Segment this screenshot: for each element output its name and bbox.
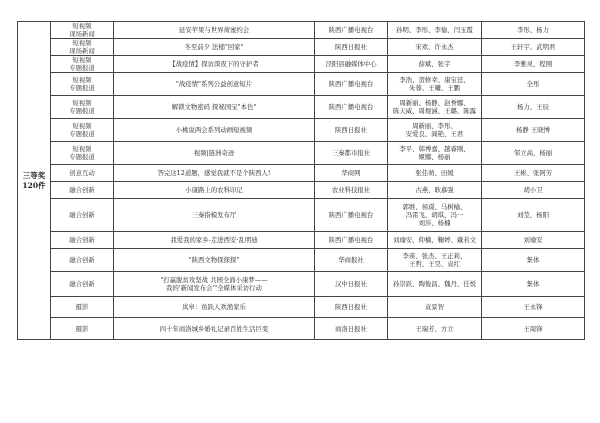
unit-cell: 陕西广播电视台	[315, 96, 388, 119]
award-table-body	[18, 22, 585, 340]
table-row	[18, 73, 585, 96]
unit-cell: 陕西日报社	[315, 39, 388, 56]
unit-cell: 陕西日报社	[315, 297, 388, 318]
editors-cell: 王彬、张阿芳	[482, 165, 585, 182]
category-cell: 短视频 专题报道	[51, 119, 114, 142]
table-row	[18, 318, 585, 340]
authors-cell: 薛斌、张宇	[388, 56, 482, 73]
editors-cell: 杨力、王辰	[482, 96, 585, 119]
title-cell: 冬至前夕 法槌"回家"	[114, 39, 315, 56]
category-cell: 融合创新	[51, 232, 114, 249]
category-cell: 短视频 专题报道	[51, 73, 114, 96]
unit-cell: 汉中日报社	[315, 272, 388, 297]
unit-cell: 农业科技报社	[315, 182, 388, 199]
award-level-cell	[18, 22, 51, 340]
title-cell: 解锁文物密码 探秘国宝"本色"	[114, 96, 315, 119]
category-cell: 短视频 专题报道	[51, 96, 114, 119]
category-cell: 融合创新	[51, 199, 114, 232]
table-row	[18, 22, 585, 39]
title-cell: 小康路上的农科印记	[114, 182, 315, 199]
unit-cell: 泾阳县融媒体中心	[315, 56, 388, 73]
editors-cell: 王轩宇、武明君	[482, 39, 585, 56]
category-cell: 摄影	[51, 297, 114, 318]
category-cell: 短视频 专题报道	[51, 56, 114, 73]
title-cell: "打赢脱贫攻坚战 共园全面小康梦—— 我的'新闻发布会'"全媒体采访行动	[114, 272, 315, 297]
title-cell: 【战疫情】探访深夜下的守护者	[114, 56, 315, 73]
table-row	[18, 39, 585, 56]
title-cell: 四十年商洛城乡婚礼记录百姓生活巨变	[114, 318, 315, 340]
unit-cell: 陕西广播电视台	[315, 73, 388, 96]
table-row	[18, 96, 585, 119]
table-row	[18, 249, 585, 272]
title-cell: 岚皋：鱼跃人欢渔家乐	[114, 297, 315, 318]
title-cell: 小桃说两会系列动画短视频	[114, 119, 315, 142]
editors-cell: 胡小卫	[482, 182, 585, 199]
unit-cell: 华商网	[315, 165, 388, 182]
title-cell: "战疫情"系列公益创意短片	[114, 73, 315, 96]
title-cell: 延安苹果与世界荷蜜约会	[114, 22, 315, 39]
award-table	[17, 21, 585, 340]
unit-cell: 陕西日报社	[315, 119, 388, 142]
authors-cell: 李平、韩博嘉、越睿刚、 姬娜、杨丽	[388, 142, 482, 165]
award-level-name: 三等奖	[22, 170, 46, 180]
table-row	[18, 165, 585, 182]
table-row	[18, 272, 585, 297]
category-cell: 摄影	[51, 318, 114, 340]
authors-cell: 古燕、耿慕强	[388, 182, 482, 199]
category-cell: 融合创新	[51, 182, 114, 199]
editors-cell: 刘莹、杨阳	[482, 199, 585, 232]
category-cell: 短视频 现场新闻	[51, 22, 114, 39]
editors-cell: 全彤	[482, 73, 585, 96]
category-cell: 创意互动	[51, 165, 114, 182]
table-row	[18, 119, 585, 142]
editors-cell: 刘瑜安	[482, 232, 585, 249]
authors-cell: 周新丽、杨静、赵誉娜、 陈天威、周煜涵、王璐、陈露	[388, 96, 482, 119]
authors-cell: 孙崇跃、陶俊昌、魏丹、任悦	[388, 272, 482, 297]
authors-cell: 周新丽、李彤、 安爱良、阎艳、王君	[388, 119, 482, 142]
unit-cell: 陕西广播电视台	[315, 232, 388, 249]
unit-cell: 陕西广播电视台	[315, 199, 388, 232]
editors-cell: 杨静 王晓博	[482, 119, 585, 142]
table-row	[18, 56, 585, 73]
table-row	[18, 142, 585, 165]
authors-cell: 李浩、贺修幸、康宝廷、 朱蓉、王曦、王鹏	[388, 73, 482, 96]
unit-cell: 三秦都市报社	[315, 142, 388, 165]
authors-cell: 宋欢、许永杰	[388, 39, 482, 56]
category-cell: 短视频 专题报道	[51, 142, 114, 165]
editors-cell: 李彤、杨力	[482, 22, 585, 39]
title-cell: "陕西文物探探探"	[114, 249, 315, 272]
authors-cell: 郭维、侯璟、马树榆、 冯雷飞、胡琪、冯一 刘莎、杨楠	[388, 199, 482, 232]
editors-cell: 邹立高、杨丽	[482, 142, 585, 165]
authors-cell: 李羡、张杰、王正莉、 王哲、王昊、袁红	[388, 249, 482, 272]
unit-cell: 陕西广播电视台	[315, 22, 388, 39]
authors-cell: 袁景智	[388, 297, 482, 318]
editors-cell: 李雅灵、程刚	[482, 56, 585, 73]
category-cell: 融合创新	[51, 249, 114, 272]
authors-cell: 刘瑜安、仰楠、鞠婷、戴若文	[388, 232, 482, 249]
table-row	[18, 232, 585, 249]
title-cell: 答完这12道题，感觉我就不是个陕西人!	[114, 165, 315, 182]
unit-cell: 华商报社	[315, 249, 388, 272]
table-row	[18, 182, 585, 199]
authors-cell: 王瑞芳、方立	[388, 318, 482, 340]
title-cell: 我爱我的家乡-走进西安·乱明迪	[114, 232, 315, 249]
title-cell: 视频|链洲奇迹	[114, 142, 315, 165]
authors-cell: 孙明、李彤、李愉、闫玉霞	[388, 22, 482, 39]
category-cell: 融合创新	[51, 272, 114, 297]
editors-cell: 集体	[482, 272, 585, 297]
category-cell: 短视频 现场新闻	[51, 39, 114, 56]
table-row	[18, 297, 585, 318]
authors-cell: 张佳萌、田媛	[388, 165, 482, 182]
unit-cell: 商洛日报社	[315, 318, 388, 340]
editors-cell: 王周锋	[482, 318, 585, 340]
title-cell: 三秦指模发布厅	[114, 199, 315, 232]
award-level-count: 120件	[22, 180, 46, 190]
table-row	[18, 199, 585, 232]
editors-cell: 集体	[482, 249, 585, 272]
editors-cell: 王永锋	[482, 297, 585, 318]
